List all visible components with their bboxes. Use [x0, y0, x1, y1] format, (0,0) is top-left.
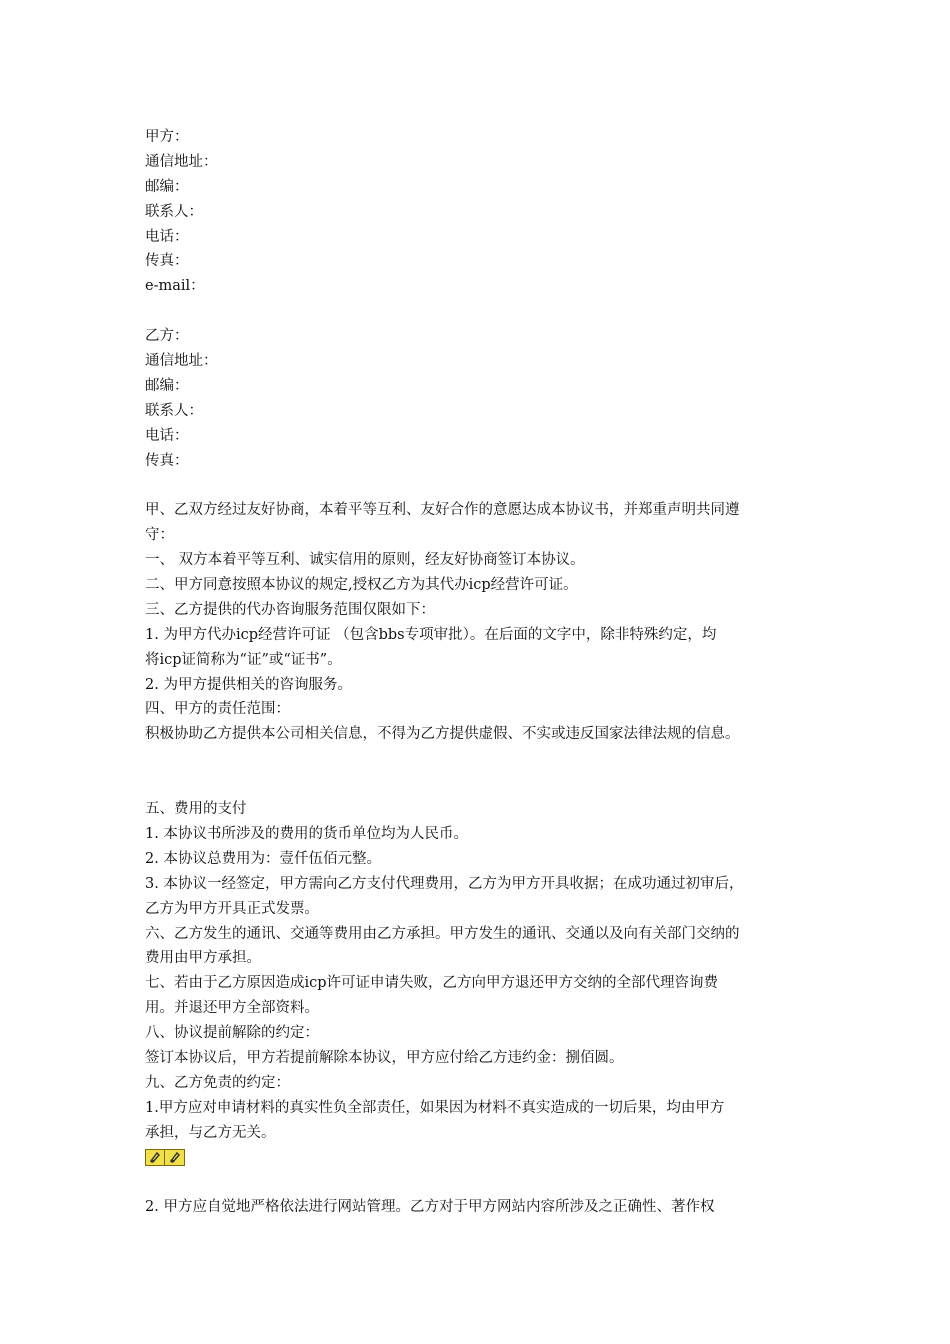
clause-6a: 六、乙方发生的通讯、交通等费用由乙方承担。甲方发生的通讯、交通以及向有关部门交纳的	[145, 925, 740, 942]
intro-line-2: 守：	[145, 527, 174, 544]
clause-9-item-2a: 2. 甲方应自觉地严格依法进行网站管理。乙方对于甲方网站内容所涉及之正确性、著作权	[145, 1199, 715, 1216]
party-a-fax: 传真：	[145, 253, 189, 270]
clause-5-item-3a: 3. 本协议一经签定，甲方需向乙方支付代理费用，乙方为甲方开具收据；在成功通过初审后，	[145, 875, 744, 892]
clause-3-title: 三、乙方提供的代办咨询服务范围仅限如下：	[145, 601, 435, 618]
embedded-object-icons	[145, 1146, 825, 1171]
clause-3-item-2: 2. 为甲方提供相关的咨询服务。	[145, 676, 352, 693]
spacer	[145, 473, 825, 498]
party-b-fax: 传真：	[145, 452, 189, 469]
party-a-email: e-mail：	[145, 278, 205, 295]
party-a-contact: 联系人：	[145, 203, 203, 220]
spacer	[145, 299, 825, 324]
clause-4-item-1: 积极协助乙方提供本公司相关信息，不得为乙方提供虚假、不实或违反国家法律法规的信息。	[145, 726, 740, 743]
party-a-postcode: 邮编：	[145, 178, 189, 195]
clip-icon-glyph	[168, 1151, 182, 1164]
clause-7b: 用。并退还甲方全部资料。	[145, 1000, 319, 1017]
clip-icon	[165, 1149, 185, 1166]
clause-9-item-1b: 承担，与乙方无关。	[145, 1124, 276, 1141]
clip-icon-glyph	[148, 1151, 162, 1164]
clause-5-title: 五、费用的支付	[145, 801, 247, 818]
intro-line-1: 甲、乙双方经过友好协商，本着平等互利、友好合作的意愿达成本协议书，并郑重声明共同遵	[145, 502, 740, 519]
clause-5-item-2: 2. 本协议总费用为：壹仟伍佰元整。	[145, 850, 381, 867]
clause-5-item-3b: 乙方为甲方开具正式发票。	[145, 900, 319, 917]
party-a-name: 甲方：	[145, 129, 189, 145]
clause-3-item-1a: 1. 为甲方代办icp经营许可证 （包含bbs专项审批）。在后面的文字中，除非特殊约定，均	[145, 626, 717, 643]
party-b-name: 乙方：	[145, 328, 189, 345]
party-a-address: 通信地址：	[145, 153, 218, 170]
party-b-address: 通信地址：	[145, 353, 218, 370]
clause-4-title: 四、甲方的责任范围：	[145, 701, 290, 718]
clause-5-item-1: 1. 本协议书所涉及的费用的货币单位均为人民币。	[145, 825, 468, 842]
clause-8-title: 八、协议提前解除的约定：	[145, 1025, 319, 1042]
clause-9-title: 九、乙方免责的约定：	[145, 1074, 290, 1091]
clip-icon	[145, 1149, 165, 1166]
clause-8-item-1: 签订本协议后，甲方若提前解除本协议，甲方应付给乙方违约金：捌佰圆。	[145, 1049, 624, 1066]
clause-1: 一、 双方本着平等互利、诚实信用的原则，经友好协商签订本协议。	[145, 552, 585, 569]
party-b-postcode: 邮编：	[145, 377, 189, 394]
party-b-contact: 联系人：	[145, 402, 203, 419]
clause-7a: 七、若由于乙方原因造成icp许可证申请失败，乙方向甲方退还甲方交纳的全部代理咨询费	[145, 975, 719, 992]
spacer	[145, 1170, 825, 1195]
clause-2: 二、甲方同意按照本协议的规定,授权乙方为其代办icp经营许可证。	[145, 577, 578, 594]
clause-6b: 费用由甲方承担。	[145, 950, 261, 967]
spacer	[145, 747, 825, 797]
clause-3-item-1b: 将icp证简称为“证”或“证书”。	[145, 651, 342, 668]
party-a-phone: 电话：	[145, 228, 189, 245]
clause-9-item-1a: 1.甲方应对申请材料的真实性负全部责任，如果因为材料不真实造成的一切后果，均由甲方	[145, 1099, 725, 1116]
document-page	[145, 125, 825, 1220]
party-b-phone: 电话：	[145, 427, 189, 444]
